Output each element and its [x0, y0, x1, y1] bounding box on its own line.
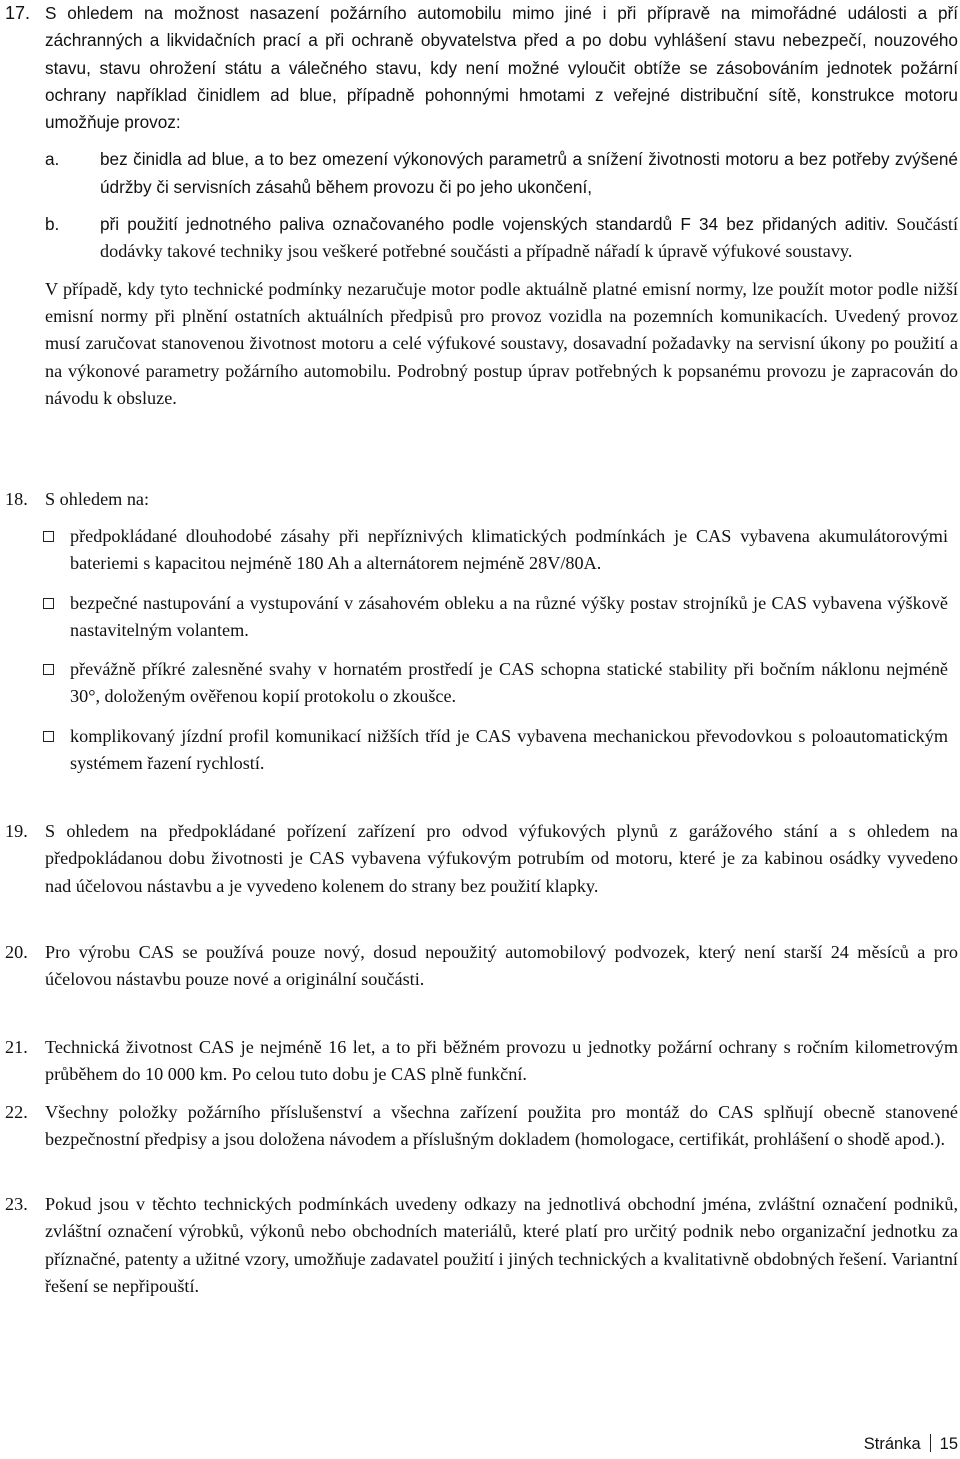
item-number: 23. [5, 1194, 28, 1214]
item-number: 20. [5, 942, 28, 962]
section-item-22 [0, 1099, 958, 1154]
item-number: 17. [5, 3, 31, 23]
list-item-text: komplikovaný jízdní profil komunikací nižších tříd je CAS vybavena mechanickou převodovkou s poloautomatickým systémem řazení rychlostí. [70, 725, 948, 774]
item-number: 19. [5, 821, 28, 841]
section-item-19 [0, 818, 958, 900]
checkbox-bullet-list [0, 523, 958, 789]
footer-divider [930, 1434, 931, 1452]
sub-list [0, 146, 958, 265]
page-footer [864, 1434, 958, 1454]
section-item-21 [0, 1034, 958, 1089]
sub-item-text-continued: Součástí dodávky takové techniky jsou veškeré potřebné součásti a případně nářadí k úpravě výfukové soustavy. [100, 214, 958, 262]
page-label: Stránka [863, 1435, 921, 1453]
sub-item-b [45, 211, 958, 266]
section-item-20 [0, 939, 958, 994]
sub-item-text: bez činidla ad blue, a to bez omezení výkonových parametrů a snížení životnosti motoru a bez potřeby zvýšené údržby či servisních zásahů během provozu či po jeho ukončení, [100, 149, 958, 197]
item-number: 22. [5, 1102, 28, 1122]
section-item-23 [0, 1191, 958, 1300]
checkbox-bullet-icon [43, 664, 54, 675]
list-item [0, 723, 958, 778]
list-item [0, 656, 958, 711]
item-number: 18. [5, 489, 28, 509]
checkbox-bullet-icon [43, 731, 54, 742]
list-item-text: převážně příkré zalesněné svahy v hornatém prostředí je CAS schopna statické stability při bočním náklonu nejméně 30°, doloženým ověřenou kopií protokolu o zkoušce. [70, 659, 948, 707]
section-item-17 [0, 0, 958, 412]
list-item [0, 590, 958, 645]
item-text: S ohledem na možnost nasazení požárního automobilu mimo jiné i při přípravě na mimořádné události a pří záchranných a likvidačních prací a při ochraně obyvatelstva před a po dobu vyhlášení stavu nebezpečí, nouzového stavu, stavu ohrožení státu a válečného stavu, kdy není možné vyloučit obtíže se zásobováním jednotek požární ochrany například činidlem ad blue, případně pohonnými hmotami z veřejné distribuční sítě, konstrukce motoru umožňuje provoz: [45, 3, 958, 133]
sub-item-letter: a. [45, 149, 60, 170]
item-text: Pokud jsou v těchto technických podmínkách uvedeny odkazy na jednotlivá obchodní jména, zvláštní označení podniků, zvláštní označení výrobků, výkonů nebo obchodních materiálů, které platí pro určitý podnik nebo organizační jednotku za příznačné, patenty a užitné vzory, umožňuje zadavatel použití i jiných technických a kvalitativně obdobných řešení. Variantní řešení se nepřipouští. [45, 1194, 958, 1296]
item-text: Pro výrobu CAS se používá pouze nový, dosud nepoužitý automobilový podvozek, který není starší 24 měsíců a pro účelovou nástavbu pouze nové a originální součásti. [45, 942, 958, 990]
body-paragraph: V případě, kdy tyto technické podmínky nezaručuje motor podle aktuálně platné emisní normy, lze použít motor podle nižší emisní normy při plnění ostatních aktuálních předpisů pro provoz vozidla na pozemních komunikacích. Uvedený provoz musí zaručovat stanovenou životnost motoru a celé výfukové soustavy, dosavadní požadavky na servisní úkony po použití a na výkonové parametry požárního automobilu. Podrobný postup úprav potřebných k popsanému provozu je zapracován do návodu k obsluze. [45, 278, 958, 408]
sub-item-letter: b. [45, 214, 60, 235]
checkbox-bullet-icon [43, 531, 54, 542]
section-item-18 [0, 486, 958, 513]
sub-item-text: při použití jednotného paliva označovaného podle vojenských standardů F 34 bez přidaných aditiv. [100, 214, 889, 235]
list-item [0, 523, 958, 578]
item-text: Technická životnost CAS je nejméně 16 let, a to při běžném provozu u jednotky požární ochrany s ročním kilometrovým průběhem do 10 000 km. Po celou tuto dobu je CAS plně funkční. [45, 1037, 958, 1085]
item-text: Všechny položky požárního příslušenství a všechna zařízení použita pro montáž do CAS splňují obecně stanovené bezpečnostní předpisy a jsou doložena návodem a příslušným dokladem (homologace, certifikát, prohlášení o shodě apod.). [45, 1102, 958, 1150]
sub-item-a [45, 146, 958, 201]
list-item-text: předpokládané dlouhodobé zásahy při nepříznivých klimatických podmínkách je CAS vybavena akumulátorovými bateriemi s kapacitou nejméně 180 Ah a alternátorem nejméně 28V/80A. [70, 526, 948, 574]
item-number: 21. [5, 1037, 28, 1057]
item-text: S ohledem na předpokládané pořízení zařízení pro odvod výfukových plynů z garážového stání a s ohledem na předpokládanou dobu životnosti je CAS vybavena výfukovým potrubím od motoru, které je za kabinou osádky vyvedeno nad účelovou nástavbu a je vyvedeno kolenem do strany bez použití klapky. [45, 821, 958, 896]
page-number: 15 [939, 1435, 958, 1453]
checkbox-bullet-icon [43, 598, 54, 609]
item-text: S ohledem na: [45, 489, 150, 509]
list-item-text: bezpečné nastupování a vystupování v zásahovém obleku a na různé výšky postav strojníků je CAS vybavena výškově nastavitelným volantem. [70, 592, 948, 640]
